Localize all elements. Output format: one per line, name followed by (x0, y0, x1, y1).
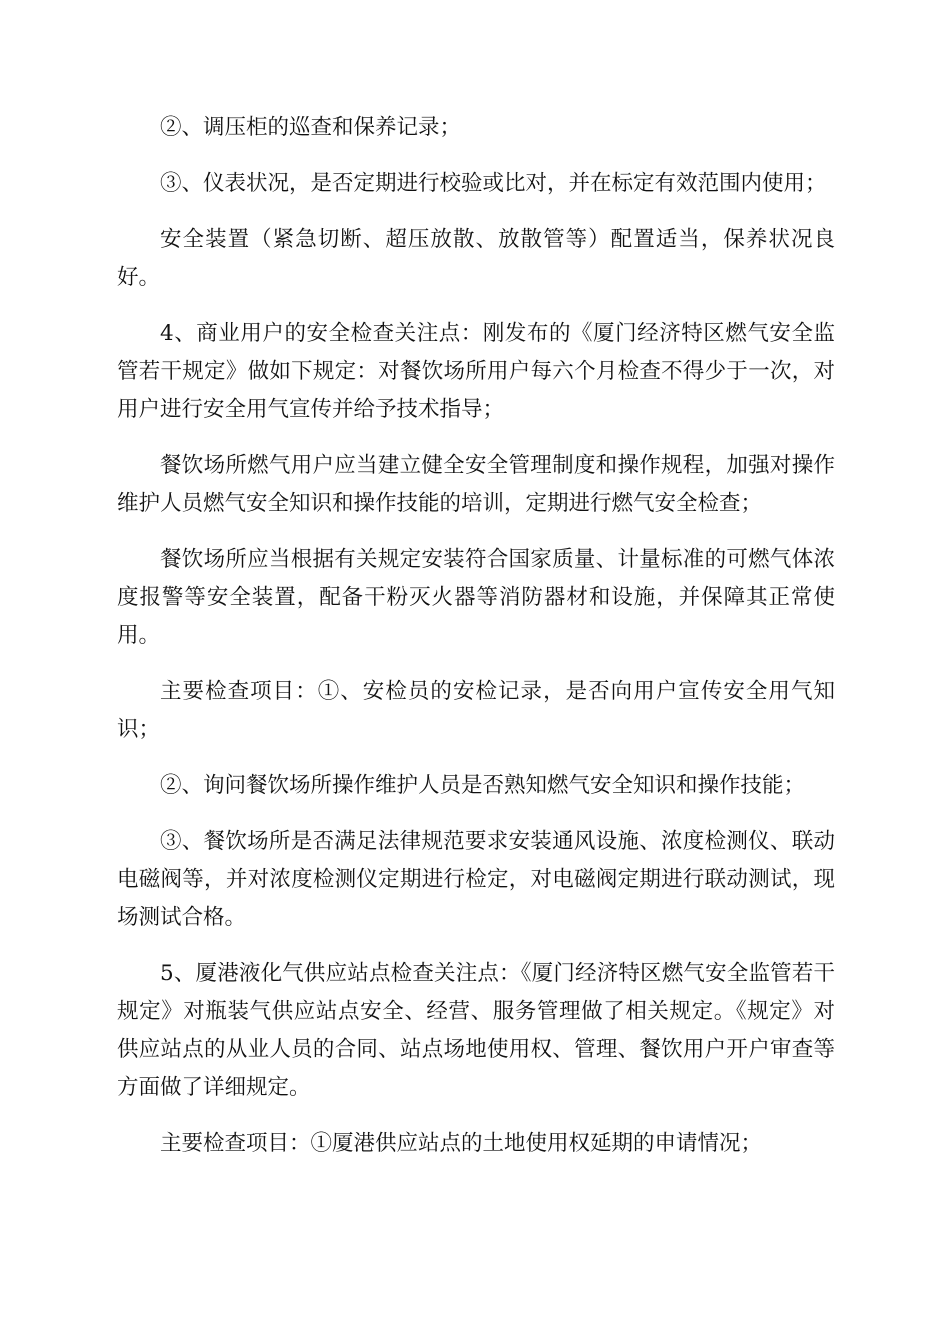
paragraph-ventilation-detectors: ③、餐饮场所是否满足法律规范要求安装通风设施、浓度检测仪、联动电磁阀等，并对浓度检测仪定期进行检定，对电磁阀定期进行联动测试，现场测试合格。 (117, 829, 835, 930)
paragraph-main-check-items-1: 主要检查项目：①、安检员的安检记录，是否向用户宣传安全用气知识； (117, 679, 835, 742)
paragraph-safety-devices: 安全装置（紧急切断、超压放散、放散管等）配置适当，保养状况良好。 (117, 227, 835, 290)
paragraph-catering-safety-devices: 餐饮场所应当根据有关规定安装符合国家质量、计量标准的可燃气体浓度报警等安全装置，配备干粉灭火器等消防器材和设施，并保障其正常使用。 (117, 547, 835, 648)
document-body (117, 109, 835, 1163)
paragraph-commercial-user-checks: 4、商业用户的安全检查关注点：刚发布的《厦门经济特区燃气安全监管若干规定》做如下规定：对餐饮场所用户每六个月检查不得少于一次，对用户进行安全用气宣传并给予技术指导； (117, 321, 835, 422)
paragraph-main-check-items-2: 主要检查项目：①厦港供应站点的土地使用权延期的申请情况； (160, 1131, 763, 1156)
paragraph-lpg-station-checks: 5、厦港液化气供应站点检查关注点：《厦门经济特区燃气安全监管若干规定》对瓶装气供应站点安全、经营、服务管理做了相关规定。《规定》对供应站点的从业人员的合同、站点场地使用权、管理、餐饮用户开户审查等方面做了详细规定。 (117, 961, 835, 1100)
paragraph-instrument-status: ③、仪表状况，是否定期进行校验或比对，并在标定有效范围内使用； (160, 171, 827, 196)
paragraph-operator-knowledge: ②、询问餐饮场所操作维护人员是否熟知燃气安全知识和操作技能； (160, 773, 806, 798)
paragraph-pressure-cabinet-records: ②、调压柜的巡查和保养记录； (160, 115, 462, 140)
paragraph-catering-management-system: 餐饮场所燃气用户应当建立健全安全管理制度和操作规程，加强对操作维护人员燃气安全知识和操作技能的培训，定期进行燃气安全检查； (117, 453, 835, 516)
